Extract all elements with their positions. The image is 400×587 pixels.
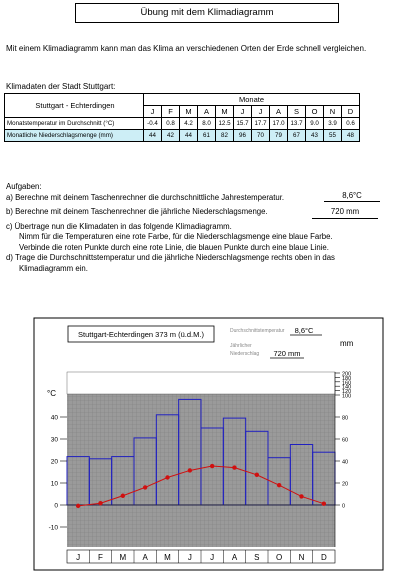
month-label: A	[231, 553, 238, 562]
right-tick-label: 60	[342, 437, 349, 444]
left-unit: °C	[47, 389, 56, 398]
temp-cell: -0.4	[144, 118, 162, 130]
temp-cell: 15.7	[234, 118, 252, 130]
temp-point	[210, 464, 214, 468]
rain-cell: 96	[234, 130, 252, 142]
rain-cell: 44	[144, 130, 162, 142]
temp-point	[188, 468, 192, 472]
left-tick-label: 40	[50, 414, 58, 422]
task-b-answer: 720 mm	[312, 207, 378, 219]
month-cell: J	[252, 106, 270, 118]
tasks-heading: Aufgaben:	[6, 182, 42, 191]
month-label: N	[298, 553, 305, 562]
rain-cell: 55	[324, 130, 342, 142]
left-tick-label: 30	[50, 436, 58, 444]
temp-point	[98, 501, 102, 505]
right-tick-label: 0	[342, 503, 346, 510]
temp-cell: 3.9	[324, 118, 342, 130]
temp-label: Monatstemperatur im Durchschnitt (°C)	[5, 118, 144, 130]
temp-point	[76, 504, 80, 508]
month-label: J	[76, 553, 81, 562]
annual-rain-label-2: Niederschlag	[230, 351, 260, 357]
month-cell: A	[270, 106, 288, 118]
month-label: D	[320, 553, 327, 562]
month-label: J	[187, 553, 192, 562]
left-tick-label: 0	[54, 502, 58, 510]
station-label: Stuttgart-Echterdingen 373 m (ü.d.M.)	[78, 330, 204, 339]
temp-point	[277, 483, 281, 487]
month-cell: M	[180, 106, 198, 118]
task-b-text: b) Berechne mit deinem Taschenrechner die jährliche Niederschlagsmenge.	[6, 207, 268, 216]
avg-temp-value: 8,6°C	[294, 326, 314, 335]
temp-point	[165, 475, 169, 479]
month-cell: J	[144, 106, 162, 118]
plot-area-upper	[67, 372, 335, 394]
avg-temp-label: Durchschnittstemperatur	[230, 328, 285, 334]
temp-point	[121, 494, 125, 498]
right-tick-label: 200	[342, 371, 352, 378]
right-tick-label: 140	[342, 384, 352, 391]
temp-cell: 9.0	[306, 118, 324, 130]
annual-rain-label-1: Jährlicher	[230, 343, 252, 349]
rain-cell: 67	[288, 130, 306, 142]
temp-cell: 4.2	[180, 118, 198, 130]
right-tick-label: 160	[342, 380, 352, 387]
month-label: A	[142, 553, 148, 562]
task-c-3: Verbinde die roten Punkte durch eine rote Linie, die blauen Punkte durch eine blaue Linie.	[19, 242, 329, 252]
month-cell: A	[198, 106, 216, 118]
rain-cell: 44	[180, 130, 198, 142]
month-cell: F	[162, 106, 180, 118]
left-tick-label: 20	[50, 458, 58, 466]
task-c-1: c) Übertrage nun die Klimadaten in das folgende Klimadiagramm.	[6, 221, 232, 231]
table-heading: Klimadaten der Stadt Stuttgart:	[6, 82, 116, 91]
temp-cell: 17.7	[252, 118, 270, 130]
rain-label: Monatliche Niederschlagsmenge (mm)	[5, 130, 144, 142]
worksheet-title: Übung mit dem Klimadiagramm	[75, 3, 339, 23]
right-tick-label: 20	[342, 481, 349, 488]
right-unit: mm	[340, 339, 354, 348]
rain-cell: 61	[198, 130, 216, 142]
temp-cell: 13.7	[288, 118, 306, 130]
rain-cell: 70	[252, 130, 270, 142]
temp-point	[299, 494, 303, 498]
temp-cell: 0.6	[342, 118, 360, 130]
month-cell: O	[306, 106, 324, 118]
temp-cell: 17.0	[270, 118, 288, 130]
temp-point	[322, 501, 326, 505]
temp-point	[143, 485, 147, 489]
right-tick-label: 120	[342, 389, 352, 396]
rain-cell: 42	[162, 130, 180, 142]
month-label: M	[164, 553, 171, 562]
month-cell: N	[324, 106, 342, 118]
station-cell: Stuttgart - Echterdingen	[5, 94, 144, 118]
month-cell: D	[342, 106, 360, 118]
months-header: Monate	[144, 94, 360, 106]
month-label: F	[98, 553, 103, 562]
task-c-2: Nimm für die Temperaturen eine rote Farbe, für die Niederschlagsmenge eine blaue Farbe.	[19, 232, 333, 241]
month-cell: M	[216, 106, 234, 118]
task-a-text: a) Berechne mit deinem Taschenrechner die durchschnittliche Jahrestemperatur.	[6, 192, 285, 202]
annual-rain-value: 720 mm	[273, 349, 301, 358]
right-tick-label: 40	[342, 459, 349, 466]
temp-point	[255, 473, 259, 477]
right-tick-label: 100	[342, 393, 352, 400]
month-label: M	[119, 553, 127, 562]
rain-cell: 48	[342, 130, 360, 142]
month-label: S	[254, 553, 260, 562]
month-label: O	[276, 553, 283, 562]
month-cell: J	[234, 106, 252, 118]
left-tick-label: -10	[48, 524, 58, 532]
rain-cell: 43	[306, 130, 324, 142]
right-tick-label: 180	[342, 375, 352, 382]
task-d-1: d) Trage die Durchschnittstemperatur und die jährliche Niederschlagsmenge rechts oben in das	[6, 253, 335, 262]
task-d-2: Klimadiagramm ein.	[19, 263, 88, 273]
rain-cell: 79	[270, 130, 288, 142]
right-tick-label: 80	[342, 415, 349, 422]
task-a-answer: 8,6°C	[324, 191, 380, 203]
temp-cell: 0.8	[162, 118, 180, 130]
temp-cell: 8.0	[198, 118, 216, 130]
left-tick-label: 10	[50, 480, 58, 488]
intro-text: Mit einem Klimadiagramm kann man das Klima an verschiedenen Orten der Erde schnell vergleichen.	[6, 44, 367, 53]
month-cell: S	[288, 106, 306, 118]
rain-cell: 82	[216, 130, 234, 142]
month-label: J	[210, 553, 215, 562]
temp-point	[232, 465, 236, 469]
temp-cell: 12.5	[216, 118, 234, 130]
